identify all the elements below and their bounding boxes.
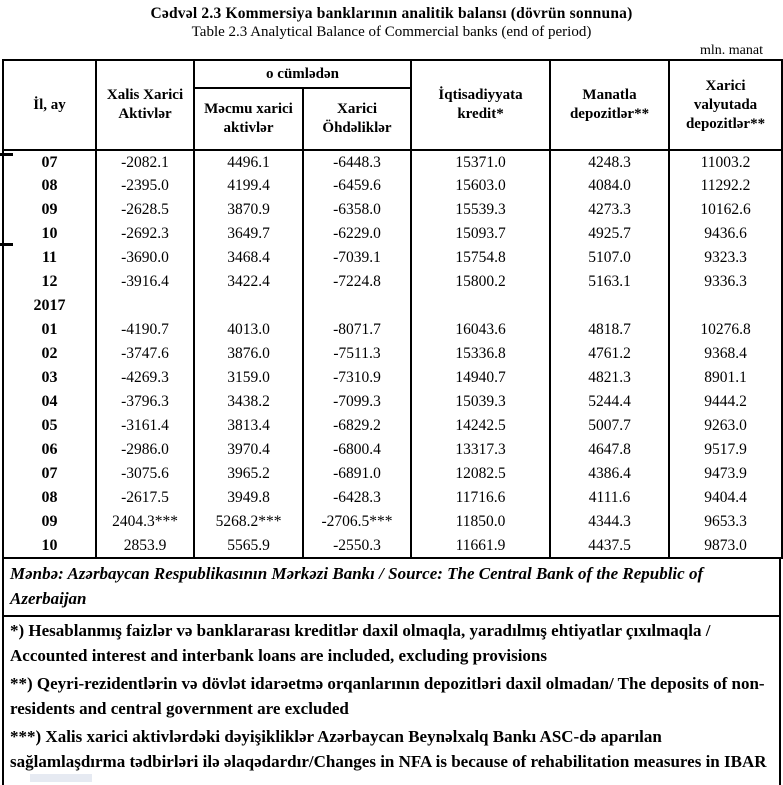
- value-cell: 2404.3***: [96, 510, 194, 534]
- value-cell: -2628.5: [96, 198, 194, 222]
- value-cell: -7039.1: [303, 246, 411, 270]
- value-cell: 15603.0: [411, 174, 550, 198]
- value-cell: -8071.7: [303, 318, 411, 342]
- value-cell: 3649.7: [194, 222, 303, 246]
- value-cell: 4273.3: [550, 198, 669, 222]
- value-cell: -7224.8: [303, 270, 411, 294]
- value-cell: 11716.6: [411, 486, 550, 510]
- period-cell: 01: [3, 318, 96, 342]
- footnote-asterisk: *) Hesablanmış faizlər və banklararası kreditlər daxil olmaqla, yaradılmış ehtiyatlar çıxılmaqla / Accounted interest and interbank loans are included, excluding provisions: [10, 621, 711, 665]
- value-cell: 5268.2***: [194, 510, 303, 534]
- table-row: [3, 318, 782, 342]
- value-cell: 3970.4: [194, 438, 303, 462]
- table-row: [3, 414, 782, 438]
- table-row: [3, 174, 782, 198]
- value-cell: 4248.3: [550, 150, 669, 174]
- value-cell: 3876.0: [194, 342, 303, 366]
- footnote-triple-asterisk: ***) Xalis xarici aktivlərdəki dəyişikliklər Azərbaycan Beynəlxalq Bankı ASC-də aparılan sağlamlaşdırma tədbirləri ilə əlaqədardır/Changes in NFA is because of rehabilitation measures in IBAR: [10, 727, 767, 771]
- value-cell: 5163.1: [550, 270, 669, 294]
- value-cell: 11003.2: [669, 150, 782, 174]
- period-cell: 04: [3, 390, 96, 414]
- value-cell: 2853.9: [96, 534, 194, 558]
- value-cell: [303, 294, 411, 318]
- value-cell: 13317.3: [411, 438, 550, 462]
- value-cell: -2986.0: [96, 438, 194, 462]
- table-row: [3, 486, 782, 510]
- value-cell: 10162.6: [669, 198, 782, 222]
- value-cell: 15754.8: [411, 246, 550, 270]
- value-cell: 11850.0: [411, 510, 550, 534]
- period-cell: 08: [3, 174, 96, 198]
- value-cell: [550, 294, 669, 318]
- table-row: [3, 510, 782, 534]
- value-cell: 15093.7: [411, 222, 550, 246]
- table-row: [3, 198, 782, 222]
- value-cell: -4269.3: [96, 366, 194, 390]
- analytical-balance-table: [2, 59, 783, 559]
- value-cell: 9368.4: [669, 342, 782, 366]
- header-gross-foreign-assets: Məcmu xarici aktivlər: [194, 88, 303, 150]
- value-cell: -6428.3: [303, 486, 411, 510]
- value-cell: 3965.2: [194, 462, 303, 486]
- period-cell: 10: [3, 534, 96, 558]
- value-cell: 4013.0: [194, 318, 303, 342]
- value-cell: 14940.7: [411, 366, 550, 390]
- value-cell: [669, 294, 782, 318]
- value-cell: 15336.8: [411, 342, 550, 366]
- value-cell: 16043.6: [411, 318, 550, 342]
- value-cell: -2082.1: [96, 150, 194, 174]
- header-net-foreign-assets: Xalis Xarici Aktivlər: [96, 60, 194, 150]
- value-cell: 4199.4: [194, 174, 303, 198]
- value-cell: 4647.8: [550, 438, 669, 462]
- value-cell: 4344.3: [550, 510, 669, 534]
- value-cell: 9444.2: [669, 390, 782, 414]
- value-cell: 4821.3: [550, 366, 669, 390]
- period-cell: 03: [3, 366, 96, 390]
- source-note: Mənbə: Azərbaycan Respublikasının Mərkəzi Bankı / Source: The Central Bank of the Republic of Azerbaijan: [2, 559, 781, 617]
- value-cell: -2692.3: [96, 222, 194, 246]
- value-cell: 3422.4: [194, 270, 303, 294]
- value-cell: 15800.2: [411, 270, 550, 294]
- value-cell: 4437.5: [550, 534, 669, 558]
- value-cell: 15371.0: [411, 150, 550, 174]
- value-cell: 5244.4: [550, 390, 669, 414]
- table-row: [3, 438, 782, 462]
- value-cell: 3438.2: [194, 390, 303, 414]
- table-row: [3, 150, 782, 174]
- value-cell: -6891.0: [303, 462, 411, 486]
- value-cell: 5565.9: [194, 534, 303, 558]
- value-cell: 4496.1: [194, 150, 303, 174]
- value-cell: 3159.0: [194, 366, 303, 390]
- table-row: [3, 534, 782, 558]
- value-cell: 4761.2: [550, 342, 669, 366]
- value-cell: -6829.2: [303, 414, 411, 438]
- table-body: [3, 150, 782, 558]
- value-cell: -4190.7: [96, 318, 194, 342]
- value-cell: [194, 294, 303, 318]
- table-row: [3, 246, 782, 270]
- value-cell: 14242.5: [411, 414, 550, 438]
- header-foreign-liabilities: Xarici Öhdəliklər: [303, 88, 411, 150]
- period-cell: 09: [3, 198, 96, 222]
- value-cell: -3747.6: [96, 342, 194, 366]
- table-row: [3, 390, 782, 414]
- value-cell: 12082.5: [411, 462, 550, 486]
- value-cell: 9336.3: [669, 270, 782, 294]
- table-row: [3, 462, 782, 486]
- value-cell: 9323.3: [669, 246, 782, 270]
- value-cell: -2550.3: [303, 534, 411, 558]
- value-cell: -6459.6: [303, 174, 411, 198]
- header-fx-deposits: Xarici valyutada depozitlər**: [669, 60, 782, 150]
- period-cell: 07: [3, 462, 96, 486]
- table-title-en: Table 2.3 Analytical Balance of Commercial banks (end of period): [191, 24, 592, 40]
- value-cell: 8901.1: [669, 366, 782, 390]
- period-cell: 2017: [3, 294, 96, 318]
- table-row: [3, 342, 782, 366]
- table-row: [3, 366, 782, 390]
- value-cell: 11292.2: [669, 174, 782, 198]
- value-cell: 3949.8: [194, 486, 303, 510]
- period-cell: 12: [3, 270, 96, 294]
- table-row: [3, 270, 782, 294]
- title-block: [0, 0, 783, 42]
- value-cell: -6358.0: [303, 198, 411, 222]
- value-cell: [96, 294, 194, 318]
- table-row: [3, 294, 782, 318]
- value-cell: 9653.3: [669, 510, 782, 534]
- value-cell: -2706.5***: [303, 510, 411, 534]
- footnote-double-asterisk: **) Qeyri-rezidentlərin və dövlət idarəetmə orqanlarının depozitləri daxil olmadan/ The deposits of non-residents and central government are excluded: [10, 674, 765, 718]
- value-cell: 3813.4: [194, 414, 303, 438]
- value-cell: 5007.7: [550, 414, 669, 438]
- scan-smudge: [30, 774, 92, 782]
- left-margin-tick: [0, 153, 13, 156]
- table-row: [3, 222, 782, 246]
- value-cell: 9404.4: [669, 486, 782, 510]
- period-cell: 02: [3, 342, 96, 366]
- value-cell: -7511.3: [303, 342, 411, 366]
- value-cell: 9436.6: [669, 222, 782, 246]
- value-cell: 15039.3: [411, 390, 550, 414]
- unit-label: mln. manat: [700, 43, 763, 58]
- value-cell: 15539.3: [411, 198, 550, 222]
- period-cell: 10: [3, 222, 96, 246]
- value-cell: 9473.9: [669, 462, 782, 486]
- period-cell: 08: [3, 486, 96, 510]
- value-cell: 4111.6: [550, 486, 669, 510]
- period-cell: 07: [3, 150, 96, 174]
- value-cell: -3690.0: [96, 246, 194, 270]
- left-margin-tick: [0, 243, 13, 246]
- value-cell: 3468.4: [194, 246, 303, 270]
- footnotes-block: [2, 617, 781, 785]
- header-manat-deposits: Manatla depozitlər**: [550, 60, 669, 150]
- value-cell: -6448.3: [303, 150, 411, 174]
- value-cell: 4818.7: [550, 318, 669, 342]
- value-cell: 9263.0: [669, 414, 782, 438]
- value-cell: -2617.5: [96, 486, 194, 510]
- value-cell: 9873.0: [669, 534, 782, 558]
- period-cell: 11: [3, 246, 96, 270]
- value-cell: 5107.0: [550, 246, 669, 270]
- table-title-az: Cədvəl 2.3 Kommersiya banklarının analitik balansı (dövrün sonnuna): [150, 5, 633, 22]
- value-cell: -3916.4: [96, 270, 194, 294]
- value-cell: -3075.6: [96, 462, 194, 486]
- value-cell: 3870.9: [194, 198, 303, 222]
- header-period: İl, ay: [3, 60, 96, 150]
- value-cell: -7099.3: [303, 390, 411, 414]
- value-cell: 4084.0: [550, 174, 669, 198]
- value-cell: 4925.7: [550, 222, 669, 246]
- header-group-including: o cümlədən: [194, 60, 411, 88]
- value-cell: -3796.3: [96, 390, 194, 414]
- value-cell: -6800.4: [303, 438, 411, 462]
- value-cell: -7310.9: [303, 366, 411, 390]
- value-cell: -2395.0: [96, 174, 194, 198]
- period-cell: 06: [3, 438, 96, 462]
- header-credit-to-economy: İqtisadiyyata kredit*: [411, 60, 550, 150]
- period-cell: 05: [3, 414, 96, 438]
- value-cell: 11661.9: [411, 534, 550, 558]
- table-header: [3, 60, 782, 150]
- value-cell: 10276.8: [669, 318, 782, 342]
- value-cell: 9517.9: [669, 438, 782, 462]
- period-cell: 09: [3, 510, 96, 534]
- value-cell: -3161.4: [96, 414, 194, 438]
- value-cell: -6229.0: [303, 222, 411, 246]
- value-cell: 4386.4: [550, 462, 669, 486]
- value-cell: [411, 294, 550, 318]
